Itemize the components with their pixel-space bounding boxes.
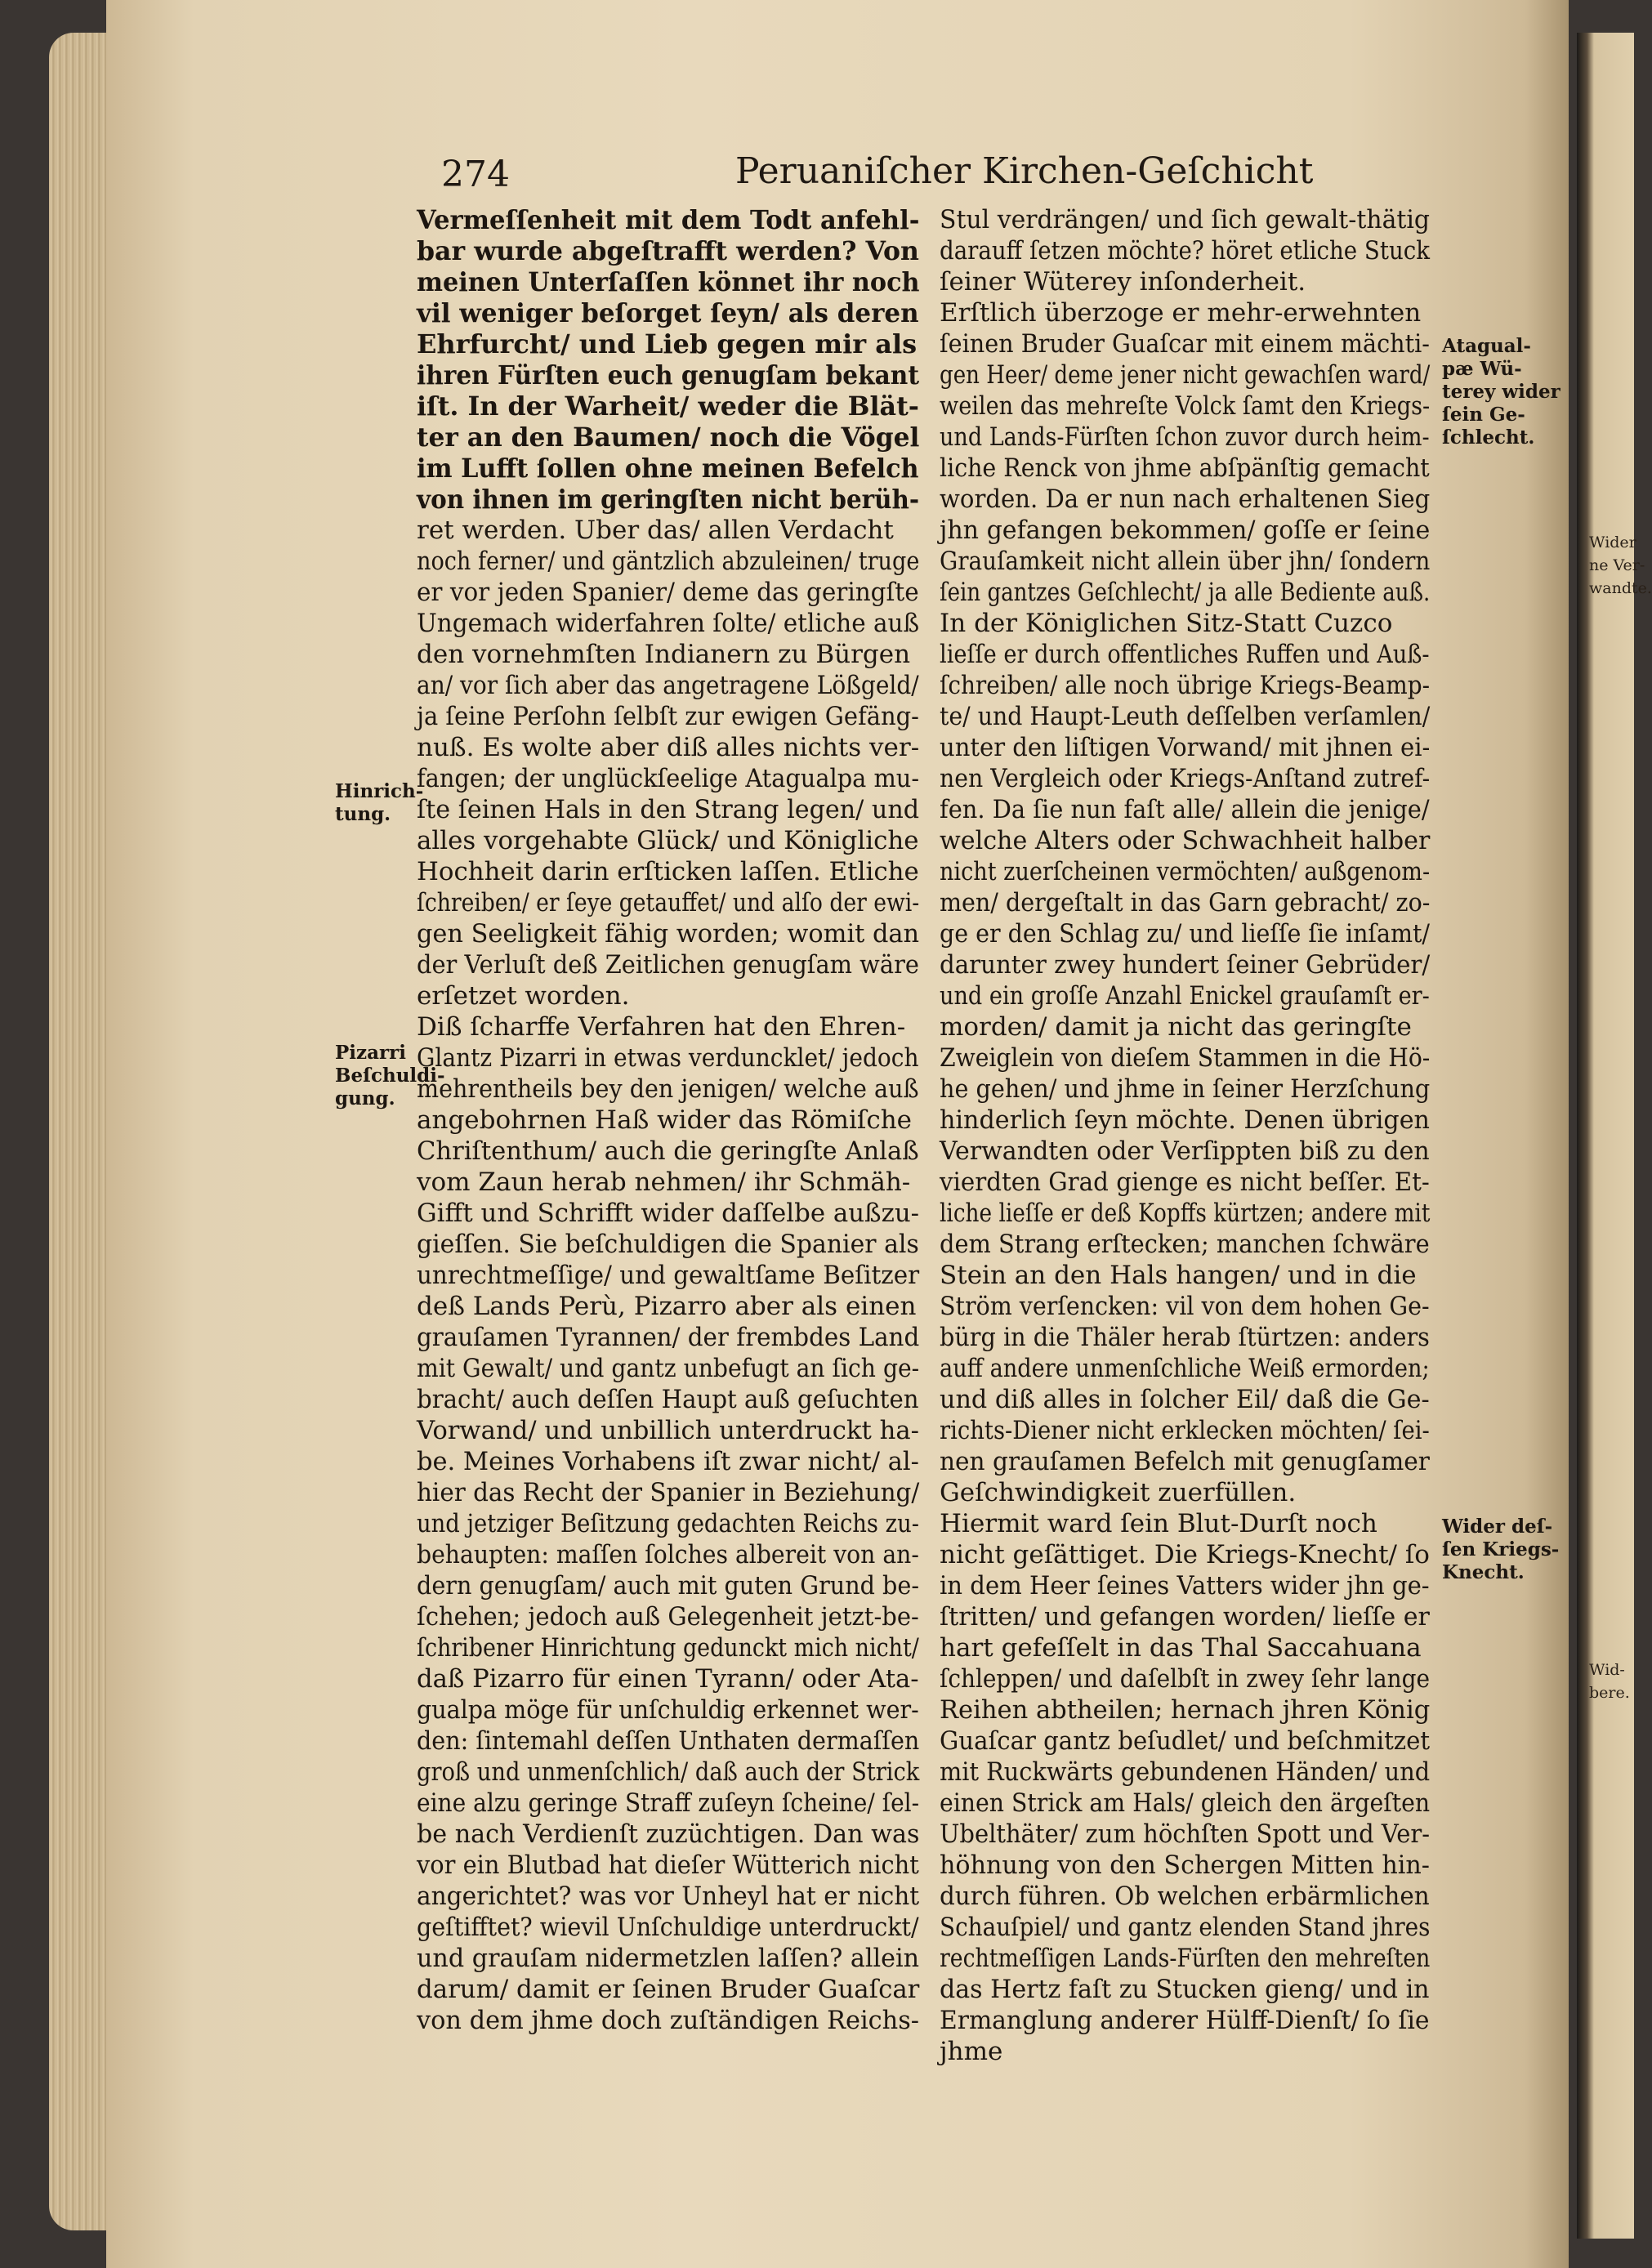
text-line: gen Seeligkeit fähig worden; womit dan	[417, 919, 920, 949]
text-line: und Lands-Fürſten ſchon zuvor durch heim-	[940, 422, 1430, 452]
text-line: be nach Verdienſt zuzüchtigen. Dan was	[417, 1819, 920, 1849]
text-line: liche lieſſe er deß Kopffs kürtzen; andere mit	[940, 1199, 1431, 1228]
text-line: Hiermit ward ſein Blut-Durſt noch	[940, 1509, 1377, 1538]
margin-note-hinrichtung: Hinrich- tung.	[335, 780, 424, 825]
text-line: nicht zuerſcheinen vermöchten/ außgenom-	[940, 857, 1431, 886]
text-line: nen Vergleich oder Kriegs-Anſtand zutref-	[940, 764, 1431, 793]
text-line: Vermeſſenheit mit dem Todt anfehl-	[417, 204, 920, 235]
text-line: welche Alters oder Schwachheit halber	[940, 826, 1431, 855]
text-line: gen Heer/ deme jener nicht gewachſen ward/	[940, 360, 1431, 390]
left-text-column	[417, 204, 919, 2222]
page-number: 274	[441, 154, 510, 195]
text-line: nen grauſamen Befelch mit genugſamer	[940, 1447, 1430, 1476]
margin-note-atagualpae: Atagual- pæ Wü- terey wider ſein Ge- ſchlecht.	[1442, 335, 1560, 449]
text-line: groß und unmenſchlich/ daß auch der Strick	[417, 1757, 920, 1787]
text-line: ſchehen; jedoch auß Gelegenheit jetzt-be-	[417, 1602, 919, 1632]
text-line: angerichtet? was vor Unheyl hat er nicht	[417, 1882, 920, 1911]
text-line: Ungemach widerfahren ſolte/ etliche auß	[417, 609, 920, 638]
text-line: Ermanglung anderer Hülff-Dienſt/ ſo ſie	[940, 2006, 1430, 2035]
page-header	[441, 147, 1430, 196]
text-line: vor ein Blutbad hat dieſer Wütterich nicht	[417, 1851, 919, 1880]
text-line: bracht/ auch deſſen Haupt auß geſuchten	[417, 1385, 919, 1414]
text-line: mehrentheils bey den jenigen/ welche auß	[417, 1074, 919, 1104]
text-line: das Hertz faſt zu Stucken gieng/ und in	[940, 1975, 1430, 2004]
text-line: men/ dergeſtalt in das Garn gebracht/ zo-	[940, 888, 1431, 917]
text-line: den vornehmſten Indianern zu Bürgen	[417, 640, 911, 669]
text-line: Gifft und Schrifft wider daſſelbe außzu-	[417, 1199, 920, 1228]
text-line: an/ vor ſich aber das angetragene Lößgeld/	[417, 671, 919, 700]
text-line: erſetzet worden.	[417, 981, 630, 1011]
text-line: von ihnen im geringſten nicht berüh-	[417, 484, 920, 515]
text-line: Grauſamkeit nicht allein über jhn/ ſondern	[940, 547, 1431, 576]
text-line: weilen das mehreſte Volck ſamt den Kriegs-	[940, 391, 1431, 421]
text-line: Reihen abtheilen; hernach jhren König	[940, 1695, 1431, 1725]
text-line: morden/ damit ja nicht das geringſte	[940, 1012, 1412, 1042]
text-line: deß Lands Perù, Pizarro aber als einen	[417, 1292, 917, 1321]
text-line: eine alzu geringe Straff zuſeyn ſcheine/ ſel-	[417, 1788, 920, 1818]
facing-page-margin-note-top: Wider ne Ver- wandte.	[1589, 534, 1652, 597]
text-line: Stein an den Hals hangen/ und in die	[940, 1261, 1417, 1290]
text-line: ter an den Baumen/ noch die Vögel	[417, 422, 920, 453]
text-line: der Verluſt deß Zeitlichen genugſam wäre	[417, 950, 919, 980]
text-line: vom Zaun herab nehmen/ ihr Schmäh-	[417, 1167, 911, 1197]
text-line: ret werden. Uber das/ allen Verdacht	[417, 516, 894, 545]
text-line: Verwandten oder Verſippten biß zu den	[940, 1136, 1430, 1166]
text-line: ſchleppen/ und daſelbſt in zwey ſehr lange	[940, 1664, 1431, 1694]
text-line: lieſſe er durch offentliches Ruffen und Auß-	[940, 640, 1430, 669]
text-line: und diß alles in ſolcher Eil/ daß die Ge-	[940, 1385, 1430, 1414]
text-line: dern genugſam/ auch mit guten Grund be-	[417, 1571, 920, 1601]
text-line: höhnung von den Schergen Mitten hin-	[940, 1851, 1430, 1880]
text-line: Guaſcar gantz beſudlet/ und beſchmitzet	[940, 1726, 1431, 1756]
text-line: und grauſam nidermetzlen laſſen? allein	[417, 1944, 920, 1973]
text-line: in dem Heer ſeines Vatters wider jhn ge-	[940, 1571, 1430, 1601]
text-line: jhn gefangen bekommen/ goſſe er ſeine	[940, 516, 1431, 545]
text-line: ſeiner Wüterey inſonderheit.	[940, 267, 1306, 297]
text-line: nicht geſättiget. Die Kriegs-Knecht/ ſo	[940, 1540, 1430, 1569]
text-line: ſte ſeinen Hals in den Strang legen/ und	[417, 795, 920, 824]
text-line: be. Meines Vorhabens iſt zwar nicht/ al-	[417, 1447, 919, 1476]
text-line: vierdten Grad gienge es nicht beſſer. Et-	[940, 1167, 1430, 1197]
running-title: Peruaniſcher Kirchen-Geſchicht	[735, 150, 1314, 192]
text-line: geſtifftet? wievil Unſchuldige unterdruckt/	[417, 1913, 919, 1942]
text-line: In der Königlichen Sitz-Statt Cuzco	[940, 609, 1393, 638]
text-line: und ein groſſe Anzahl Enickel grauſamſt er-	[940, 981, 1430, 1011]
text-line: nuß. Es wolte aber diß alles nichts ver-	[417, 733, 920, 762]
text-line: iſt. In der Warheit/ weder die Blät-	[417, 391, 919, 422]
text-line: hart gefeſſelt in das Thal Saccahuana	[940, 1633, 1422, 1663]
text-line: bürg in die Thäler herab ſtürtzen: anders	[940, 1323, 1430, 1352]
text-line: Ström verſencken: vil von dem hohen Ge-	[940, 1292, 1430, 1321]
text-line: hinderlich ſeyn möchte. Denen übrigen	[940, 1105, 1430, 1135]
text-line: Geſchwindigkeit zuerfüllen.	[940, 1478, 1297, 1507]
text-line: und jetziger Beſitzung gedachten Reichs zu-	[417, 1509, 920, 1538]
text-line: dem Strang erſtecken; manchen ſchwäre	[940, 1230, 1430, 1259]
text-line: Diß ſcharffe Verfahren hat den Ehren-	[417, 1012, 906, 1042]
text-line: ja ſeine Perſohn ſelbſt zur ewigen Gefäng-	[417, 702, 919, 731]
text-line: Stul verdrängen/ und ſich gewalt-thätig	[940, 205, 1431, 234]
text-line: mit Ruckwärts gebundenen Händen/ und	[940, 1757, 1431, 1787]
text-line: Hochheit darin erſticken laſſen. Etliche	[417, 857, 919, 886]
text-line: daß Pizarro für einen Tyrann/ oder Ata-	[417, 1664, 919, 1694]
text-line: von dem jhme doch zuſtändigen Reichs-	[417, 2006, 920, 2035]
text-line: ſchreiben/ er ſeye getauffet/ und alſo der ewi-	[417, 888, 920, 917]
facing-page-margin-note-bottom: Wid- bere.	[1589, 1661, 1630, 1702]
text-line: ſchribener Hinrichtung gedunckt mich nicht/	[417, 1633, 919, 1663]
text-line: meinen Unterſaſſen könnet ihr noch	[417, 266, 920, 297]
text-line: darauff ſetzen möchte? höret etliche Stuck	[940, 236, 1430, 266]
text-line: Vorwand/ und unbillich unterdruckt ha-	[417, 1416, 919, 1445]
text-line: mit Gewalt/ und gantz unbefugt an ſich ge-	[417, 1354, 920, 1383]
text-line: er vor jeden Spanier/ deme das geringſte	[417, 578, 919, 607]
text-line: im Lufft ſollen ohne meinen Befelch	[417, 453, 919, 484]
right-text-column	[940, 204, 1430, 2222]
text-line: Ubelthäter/ zum höchſten Spott und Ver-	[940, 1819, 1430, 1849]
text-line: hier das Recht der Spanier in Beziehung/	[417, 1478, 920, 1507]
text-line: ſein gantzes Geſchlecht/ ja alle Bediente auß.	[940, 578, 1431, 607]
margin-note-pizarri: Pizarri Beſchuldi- gung.	[335, 1042, 445, 1109]
text-line: Schauſpiel/ und gantz elenden Stand jhres	[940, 1913, 1431, 1942]
text-line: Erſtlich überzoge er mehr-erwehnten	[940, 298, 1422, 328]
text-line: vil weniger beſorget ſeyn/ als deren	[417, 297, 919, 328]
text-line: behaupten: maſſen ſolches albereit von an-	[417, 1540, 919, 1569]
text-line: durch führen. Ob welchen erbärmlichen	[940, 1882, 1430, 1911]
text-line: auff andere unmenſchliche Weiß ermorden;	[940, 1354, 1430, 1383]
text-line: unrechtmeſſige/ und gewaltſame Beſitzer	[417, 1261, 920, 1290]
text-line: Glantz Pizarri in etwas verduncklet/ jedoch	[417, 1043, 919, 1073]
text-line: worden. Da er nun nach erhaltenen Sieg	[940, 484, 1431, 514]
margin-note-wider-dessen: Wider deſ- ſen Kriegs- Knecht.	[1442, 1516, 1560, 1583]
text-line: Chriſtenthum/ auch die geringſte Anlaß	[417, 1136, 919, 1166]
text-line: darum/ damit er ſeinen Bruder Guaſcar	[417, 1975, 920, 2004]
text-line: gualpa möge für unſchuldig erkennet wer-	[417, 1695, 919, 1725]
text-line: fangen; der unglückſeelige Atagualpa mu-	[417, 764, 920, 793]
text-line: unter den liſtigen Vorwand/ mit jhnen ei-	[940, 733, 1431, 762]
text-line: ſchreiben/ alle noch übrige Kriegs-Beamp-	[940, 671, 1431, 700]
text-line: grauſamen Tyrannen/ der frembdes Land	[417, 1323, 920, 1352]
text-line: darunter zwey hundert ſeiner Gebrüder/	[940, 950, 1431, 980]
text-line: liche Renck von jhme abſpänſtig gemacht	[940, 453, 1430, 483]
text-line: ihren Fürſten euch genugſam bekant	[417, 359, 919, 391]
text-line: ſtritten/ und gefangen worden/ lieſſe er	[940, 1602, 1430, 1632]
text-line: Zweiglein von dieſem Stammen in die Hö-	[940, 1043, 1431, 1073]
text-line: angebohrnen Haß wider das Römiſche	[417, 1105, 912, 1135]
text-line: jhme	[940, 2037, 1003, 2066]
text-line: Ehrfurcht/ und Lieb gegen mir als	[417, 328, 918, 359]
text-line: te/ und Haupt-Leuth deſſelben verſamlen/	[940, 702, 1431, 731]
facing-page-edge	[1577, 33, 1634, 2239]
text-line: richts-Diener nicht erklecken möchten/ ſei-	[940, 1416, 1430, 1445]
text-line: gieſſen. Sie beſchuldigen die Spanier als	[417, 1230, 919, 1259]
text-line: den: ſintemahl deſſen Unthaten dermaſſen	[417, 1726, 920, 1756]
text-line: bar wurde abgeſtrafft werden? Von	[417, 235, 919, 266]
text-line: ge er den Schlag zu/ und lieſſe ſie inſamt/	[940, 919, 1430, 949]
text-line: noch ferner/ und gäntzlich abzuleinen/ truge	[417, 547, 920, 576]
text-line: fen. Da ſie nun faſt alle/ allein die jenige/	[940, 795, 1430, 824]
text-line: he gehen/ und jhme in ſeiner Herzſchung	[940, 1074, 1431, 1104]
text-line: rechtmeſſigen Lands-Fürſten den mehreſten	[940, 1944, 1431, 1973]
text-line: ſeinen Bruder Guaſcar mit einem mächti-	[940, 329, 1430, 359]
text-line: einen Strick am Hals/ gleich den ärgeſten	[940, 1788, 1431, 1818]
text-line: alles vorgehabte Glück/ und Königliche	[417, 826, 919, 855]
